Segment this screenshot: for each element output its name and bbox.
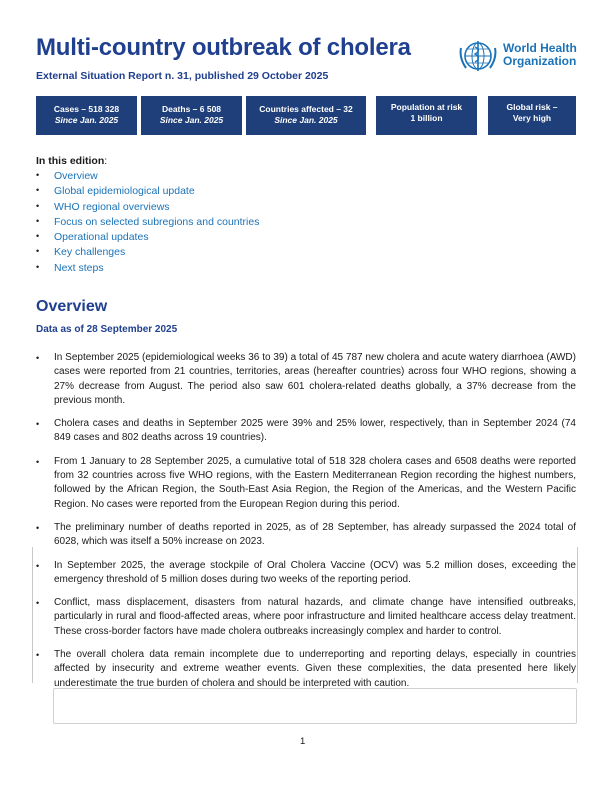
toc-link-global-update[interactable]: • Global epidemiological update [36, 185, 259, 200]
list-item: • Conflict, mass displacement, disasters from natural hazards, and climate change have intensified outbreaks, particularly in rural and flood-affected areas, where poor infrastructure and limited healthcare access delay treatment. These cross-border factors have made cholera outbreaks increasingly complex and harder to control. [36, 596, 576, 639]
overview-heading: Overview [36, 298, 108, 315]
toc-link-focus-subregions[interactable]: • Focus on selected subregions and countries [36, 216, 259, 231]
box-border-right [577, 547, 578, 683]
stat-label: Global risk – [506, 102, 558, 112]
toc-link-operational-updates[interactable]: • Operational updates [36, 231, 259, 246]
stat-label: Population at risk [390, 102, 463, 112]
overview-bullets [36, 351, 576, 700]
stat-population-at-risk [376, 96, 477, 135]
stat-label: Deaths – 6 508 [161, 104, 222, 114]
list-item: • The preliminary number of deaths reported in 2025, as of 28 September, has already surpassed the 2024 total of 6028, which was itself a 50% increase on 2023. [36, 521, 576, 550]
stat-label: Cases – 518 328 [53, 104, 120, 114]
stat-value: 1 billion [410, 112, 443, 123]
who-emblem-icon [458, 38, 498, 74]
stat-value: Very high [512, 112, 552, 123]
empty-text-box [53, 688, 577, 724]
data-as-of: Data as of 28 September 2025 [36, 324, 178, 335]
table-of-contents [36, 170, 259, 277]
stat-cases [36, 96, 137, 135]
list-item: • In September 2025 (epidemiological weeks 36 to 39) a total of 45 787 new cholera and acute watery diarrhoea (AWD) cases were reported from 21 countries, territories, areas (hereafter countries) across four WHO regions, showing a 27% decrease from August. The period also saw 601 cholera-related deaths globally, a 37% decrease from the previous month. [36, 351, 576, 408]
edition-heading-colon: : [104, 155, 108, 167]
report-subtitle: External Situation Report n. 31, published 29 October 2025 [36, 70, 329, 82]
list-item: • From 1 January to 28 September 2025, a cumulative total of 518 328 cholera cases and 6508 deaths were reported from 32 countries across five WHO regions, with the Eastern Mediterranean Region recording the highest numbers, followed by the African Region, the South-East Asia Region, the Region of the Americas, and the Western Pacific Region. No cases were reported from the European Region during this period. [36, 455, 576, 512]
stat-sub: Since Jan. 2025 [159, 114, 224, 125]
page-number: 1 [300, 736, 306, 747]
page-title: Multi-country outbreak of cholera [36, 34, 411, 61]
logo-text-line1: World Health [503, 41, 577, 55]
toc-link-overview[interactable]: • Overview [36, 170, 259, 185]
stat-global-risk [488, 96, 576, 135]
stat-sub: Since Jan. 2025 [274, 114, 338, 125]
stat-sub: Since Jan. 2025 [54, 114, 119, 125]
toc-link-regional-overviews[interactable]: • WHO regional overviews [36, 201, 259, 216]
list-item: • In September 2025, the average stockpile of Oral Cholera Vaccine (OCV) was 5.2 million doses, exceeding the emergency threshold of 5 million doses during two weeks of the reporting period. [36, 559, 576, 588]
toc-link-next-steps[interactable]: • Next steps [36, 262, 259, 277]
edition-heading-text: In this edition [36, 155, 105, 167]
stat-label: Countries affected – 32 [259, 104, 353, 114]
logo-text-line2: Organization [503, 54, 577, 68]
stat-countries [246, 96, 366, 135]
stat-deaths [141, 96, 242, 135]
list-item: • The overall cholera data remain incomplete due to underreporting and reporting delays, especially in countries affected by insecurity and extreme weather events. Given these complexities, the data presented here likely underestimate the true burden of cholera and should be interpreted with caution. [36, 648, 576, 691]
box-border-left [32, 547, 33, 683]
list-item: • Cholera cases and deaths in September 2025 were 39% and 25% lower, respectively, than in September 2024 (74 849 cases and 802 deaths across 19 countries). [36, 417, 576, 446]
edition-heading [36, 155, 107, 167]
toc-link-key-challenges[interactable]: • Key challenges [36, 246, 259, 261]
